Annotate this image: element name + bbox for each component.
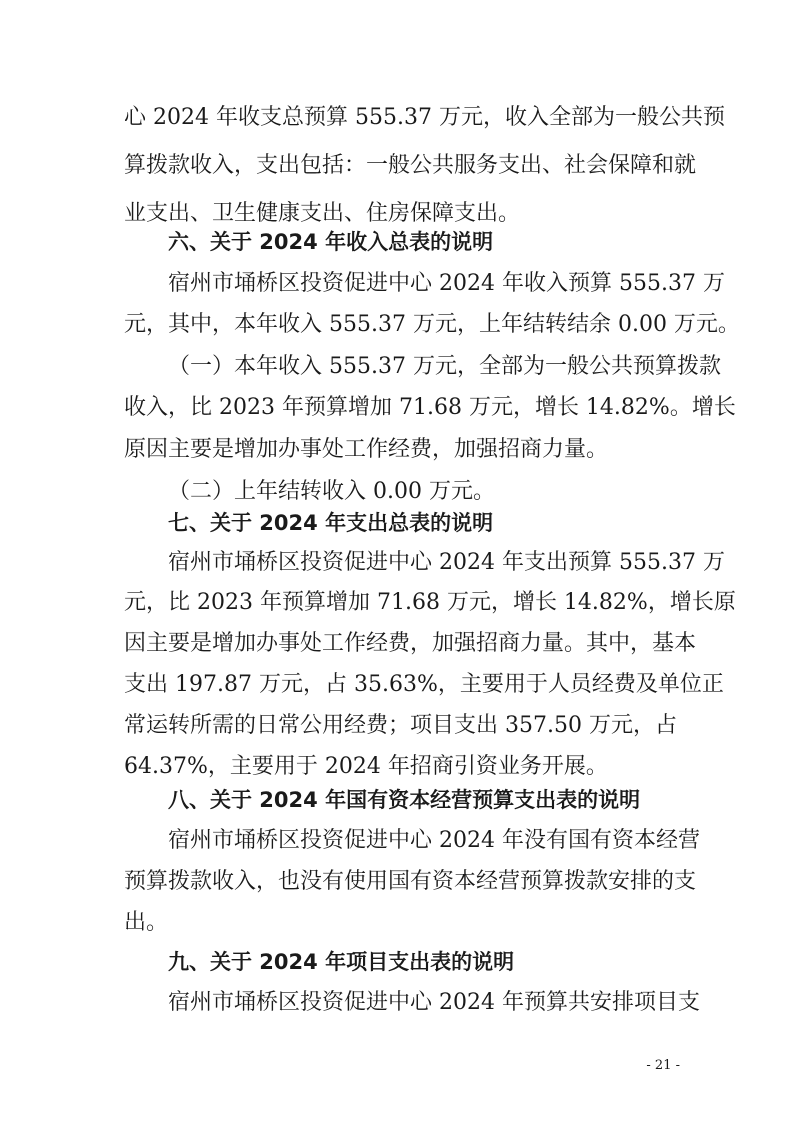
text-line: 业支出、卫生健康支出、住房保障支出。 bbox=[124, 201, 521, 226]
text-line: 收入，比 2023 年预算增加 71.68 万元，增长 14.82%。增长 bbox=[124, 395, 736, 420]
text-line: 宿州市埇桥区投资促进中心 2024 年支出预算 555.37 万 bbox=[168, 550, 725, 575]
text-line: 支出 197.87 万元，占 35.63%，主要用于人员经费及单位正 bbox=[124, 672, 724, 697]
text-line: 宿州市埇桥区投资促进中心 2024 年收入预算 555.37 万 bbox=[168, 271, 725, 296]
section-heading-8: 八、关于 2024 年国有资本经营预算支出表的说明 bbox=[168, 788, 641, 812]
text-line: （一）本年收入 555.37 万元，全部为一般公共预算拨款 bbox=[168, 354, 721, 379]
section-heading-7: 七、关于 2024 年支出总表的说明 bbox=[168, 511, 494, 535]
text-line: 原因主要是增加办事处工作经费，加强招商力量。 bbox=[124, 437, 609, 462]
text-line: 元，其中，本年收入 555.37 万元，上年结转结余 0.00 万元。 bbox=[124, 312, 740, 337]
text-line: 心 2024 年收支总预算 555.37 万元，收入全部为一般公共预 bbox=[124, 105, 725, 130]
text-line: 常运转所需的日常公用经费；项目支出 357.50 万元，占 bbox=[124, 713, 677, 738]
section-heading-9: 九、关于 2024 年项目支出表的说明 bbox=[168, 950, 515, 974]
text-line: 元，比 2023 年预算增加 71.68 万元，增长 14.82%，增长原 bbox=[124, 590, 736, 615]
text-line: 因主要是增加办事处工作经费，加强招商力量。其中，基本 bbox=[124, 631, 697, 656]
text-line: 宿州市埇桥区投资促进中心 2024 年预算共安排项目支 bbox=[168, 990, 700, 1015]
text-line: 出。 bbox=[124, 910, 169, 935]
text-line: （二）上年结转收入 0.00 万元。 bbox=[168, 479, 495, 504]
text-line: 宿州市埇桥区投资促进中心 2024 年没有国有资本经营 bbox=[168, 828, 700, 853]
text-line: 算拨款收入，支出包括：一般公共服务支出、社会保障和就 bbox=[124, 153, 697, 178]
text-line: 64.37%，主要用于 2024 年招商引资业务开展。 bbox=[124, 754, 608, 779]
section-heading-6: 六、关于 2024 年收入总表的说明 bbox=[168, 230, 494, 254]
page-number: - 21 - bbox=[646, 1058, 680, 1073]
text-line: 预算拨款收入，也没有使用国有资本经营预算拨款安排的支 bbox=[124, 869, 697, 894]
